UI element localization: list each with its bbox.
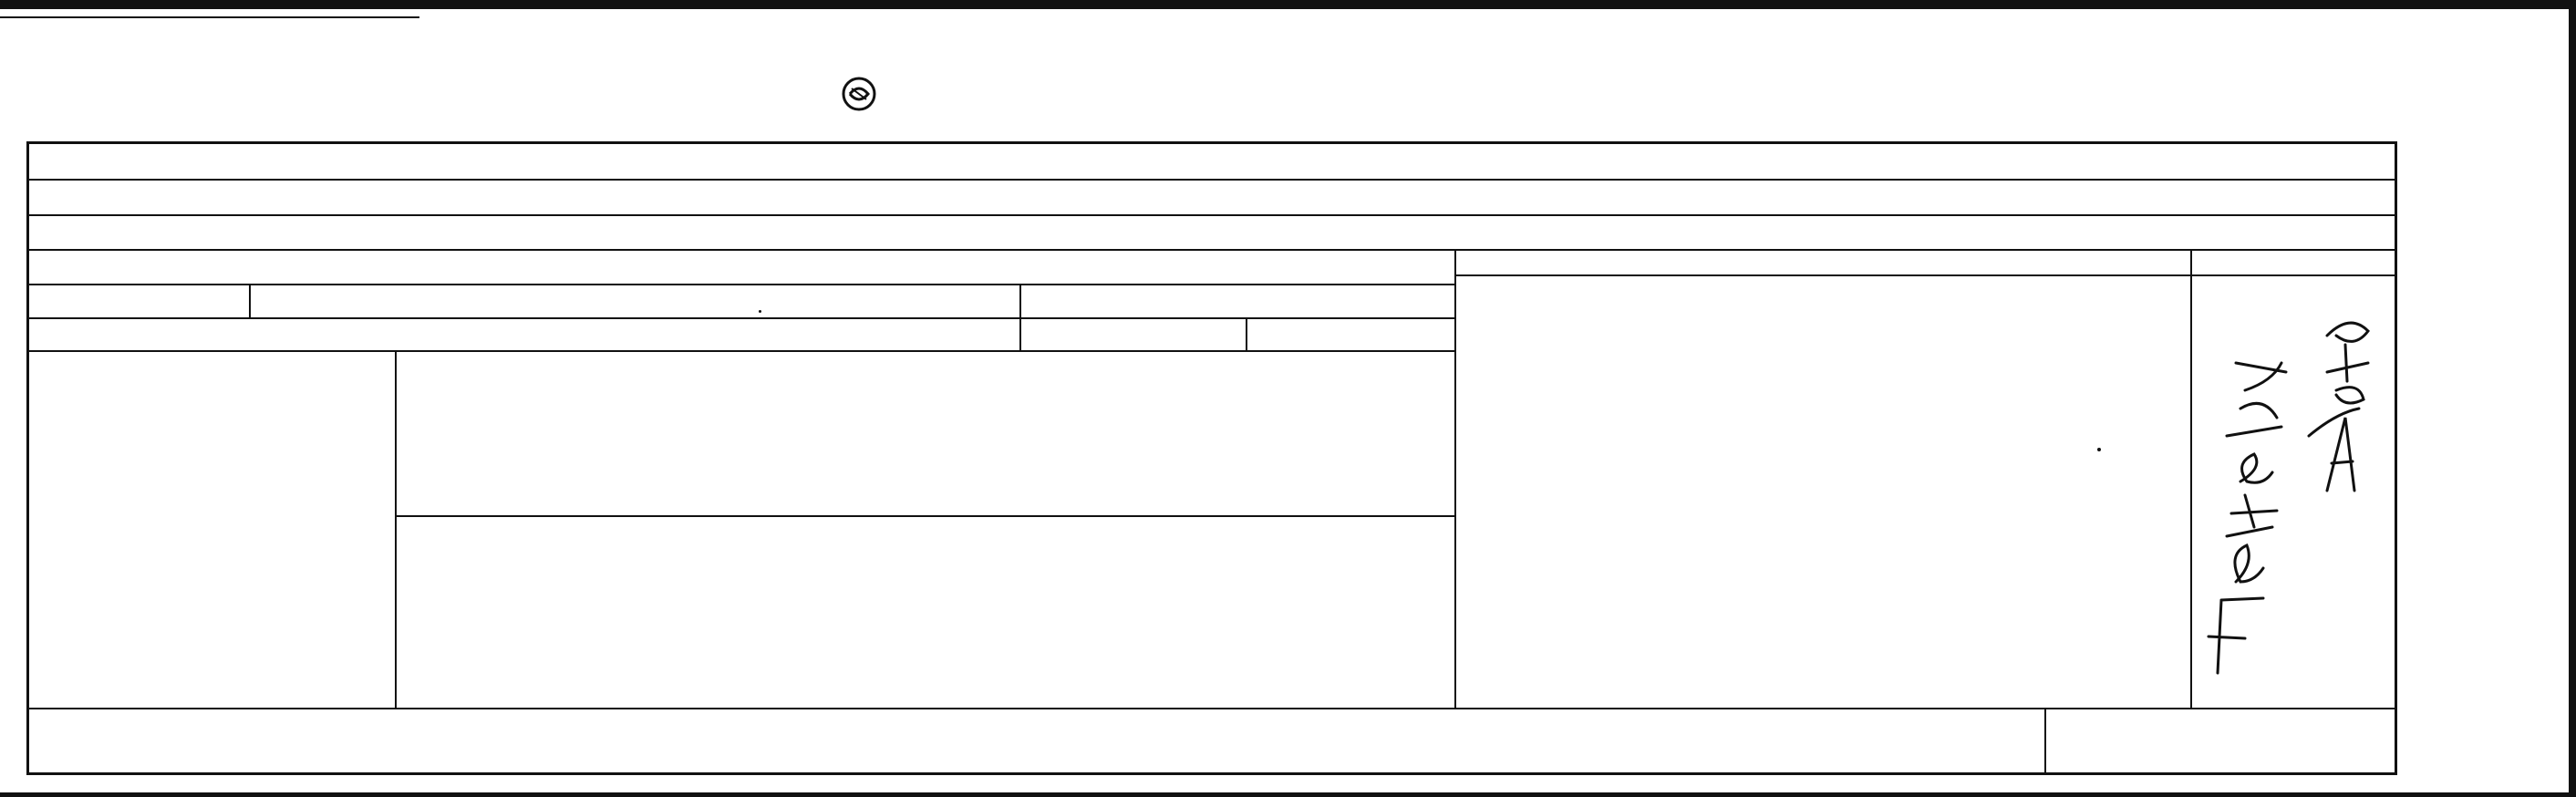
handwritten-observation-text xyxy=(2192,655,2193,656)
right-edge xyxy=(2569,0,2576,797)
shipping-form xyxy=(26,141,2397,775)
logo-icon xyxy=(832,76,886,129)
bottom-edge xyxy=(0,792,2576,797)
barcode xyxy=(1493,71,2216,133)
certipostal-logo xyxy=(832,76,886,129)
handwritten-observation xyxy=(2190,308,2391,691)
stray-mark xyxy=(759,310,761,313)
top-rule xyxy=(0,16,419,18)
top-border xyxy=(0,0,2576,9)
stray-mark xyxy=(2097,448,2101,451)
